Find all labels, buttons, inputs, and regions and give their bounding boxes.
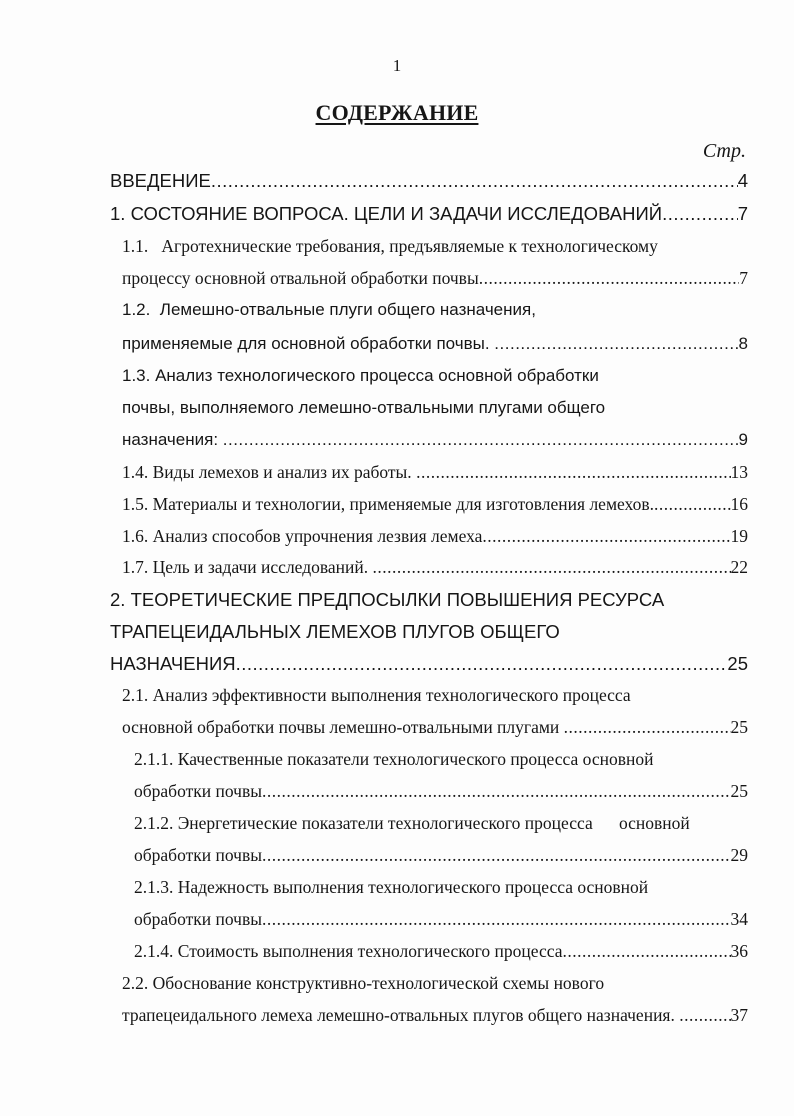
leader-dots [262,781,731,802]
toc-entry-2-1-line-1[interactable] [122,685,631,711]
toc-entry-title: обработки почвы [134,909,262,929]
toc-entry-title: 2.1.4. Стоимость выполнения технологического процесса [134,941,563,961]
toc-entry-title: обработки почвы [134,781,262,801]
page-number: 1 [392,56,402,75]
toc-entry-2-2-line-1[interactable] [122,973,604,999]
toc-entry-1-5[interactable] [122,494,748,520]
toc-entry-1-1-line-1[interactable] [122,236,658,262]
leader-dots [373,557,731,578]
toc-entry-2-1-line-2[interactable] [122,717,748,743]
toc-entry-1-6[interactable] [122,526,748,552]
leader-dots [564,717,731,738]
toc-entry-2-1-1-line-1[interactable] [134,749,653,775]
leader-dots [223,430,739,450]
toc-entry-1-2-line-2[interactable] [122,334,748,360]
toc-page-number: 7 [737,203,748,224]
toc-entry-title: 2. ТЕОРЕТИЧЕСКИЕ ПРЕДПОСЫЛКИ ПОВЫШЕНИЯ РЕСУРСА [110,589,665,610]
toc-entry-title: применяемые для основной обработки почвы. [122,334,495,353]
toc-entry-chapter-2-line-1[interactable] [110,589,664,615]
toc-entry-title: основной обработки почвы лемешно-отвальными плугами [122,717,564,737]
toc-page-number: 25 [730,717,748,737]
toc-entry-title: ТРАПЕЦЕИДАЛЬНЫХ ЛЕМЕХОВ ПЛУГОВ ОБЩЕГО [110,621,560,642]
toc-entry-title: 2.1. Анализ эффективности выполнения технологического процесса [122,685,631,705]
toc-entry-title: 1. СОСТОЯНИЕ ВОПРОСА. ЦЕЛИ И ЗАДАЧИ ИССЛЕДОВАНИЙ [110,203,663,224]
leader-dots [662,203,738,225]
leader-dots [494,334,738,354]
toc-page-number: 13 [730,462,748,482]
toc-entry-title: НАЗНАЧЕНИЯ [110,653,236,674]
toc-entry-introduction[interactable] [110,170,748,196]
page-title: СОДЕРЖАНИЕ [315,100,479,125]
toc-entry-2-2-line-2[interactable] [122,1005,748,1031]
toc-entry-1-4[interactable] [122,462,748,488]
toc-entry-1-3-line-2[interactable] [122,398,605,424]
toc-page-number: 4 [737,170,748,191]
toc-entry-1-3-line-1[interactable] [122,366,599,392]
toc-entry-title: обработки почвы [134,845,262,865]
toc-entry-chapter-2-line-3[interactable] [110,653,748,679]
toc-page-number: 8 [738,334,748,353]
toc-entry-2-1-3-line-1[interactable] [134,877,648,903]
leader-dots [236,653,728,675]
toc-entry-title: 1.4. Виды лемехов и анализ их работы. [122,462,417,482]
leader-dots [679,1005,730,1026]
toc-page-number: 36 [730,941,748,961]
toc-entry-title: 1.7. Цель и задачи исследований. [122,557,373,577]
leader-dots [482,526,730,547]
toc-entry-2-1-1-line-2[interactable] [134,781,748,807]
toc-entry-title: 1.1. Агротехнические требования, предъявляемые к технологическому [122,236,658,256]
toc-page-number: 7 [739,268,748,288]
toc-entry-2-1-4[interactable] [134,941,748,967]
toc-entry-title: 1.3. Анализ технологического процесса основной обработки [122,366,599,385]
toc-entry-title: назначения: [122,430,223,449]
toc-page-number: 29 [730,845,748,865]
toc-page-number: 22 [730,557,748,577]
toc-page-number: 19 [730,526,748,546]
toc-entry-title: 2.1.1. Качественные показатели технологического процесса основной [134,749,654,769]
toc-entry-title: 1.2. Лемешно-отвальные плуги общего назначения, [122,300,536,319]
toc-entry-chapter-2-line-2[interactable] [110,621,560,647]
toc-entry-title: трапецеидального лемеха лемешно-отвальных плугов общего назначения. [122,1005,680,1025]
toc-page-number: 25 [727,653,748,674]
toc-entry-chapter-1[interactable] [110,203,748,229]
toc-entry-2-1-2-line-1[interactable] [134,813,690,839]
toc-entry-1-1-line-2[interactable] [122,268,748,294]
toc-entry-1-7[interactable] [122,557,748,583]
toc-entry-title: процессу основной отвальной обработки почвы [122,268,479,288]
toc-page-number: 25 [730,781,748,801]
leader-dots [416,462,730,483]
leader-dots [479,268,740,289]
leader-dots [262,845,731,866]
toc-page-number: 34 [730,909,748,929]
toc-entry-title: 1.6. Анализ способов упрочнения лезвия лемеха [122,526,483,546]
toc-entry-title: 2.2. Обоснование конструктивно-технологической схемы нового [122,973,605,993]
leader-dots [562,941,730,962]
toc-entry-1-3-line-3[interactable] [122,430,748,456]
toc-entry-title: ВВЕДЕНИЕ [110,170,211,191]
leader-dots [262,909,731,930]
toc-entry-1-2-line-1[interactable] [122,300,536,326]
toc-entry-2-1-2-line-2[interactable] [134,845,748,871]
page-column-label: Стр. [702,140,746,162]
toc-page-number: 16 [730,494,748,514]
leader-dots [211,170,738,192]
toc-entry-title: 2.1.3. Надежность выполнения технологического процесса основной [134,877,649,897]
toc-entry-title: 2.1.2. Энергетические показатели технологического процесса основной [134,813,690,833]
toc-page-number: 9 [738,430,748,449]
toc-entry-title: 1.5. Материалы и технологии, применяемые для изготовления лемехов. [122,494,655,514]
toc-entry-2-1-3-line-2[interactable] [134,909,748,935]
toc-page-number: 37 [730,1005,748,1025]
leader-dots [654,494,730,515]
toc-entry-title: почвы, выполняемого лемешно-отвальными плугами общего [122,398,606,417]
